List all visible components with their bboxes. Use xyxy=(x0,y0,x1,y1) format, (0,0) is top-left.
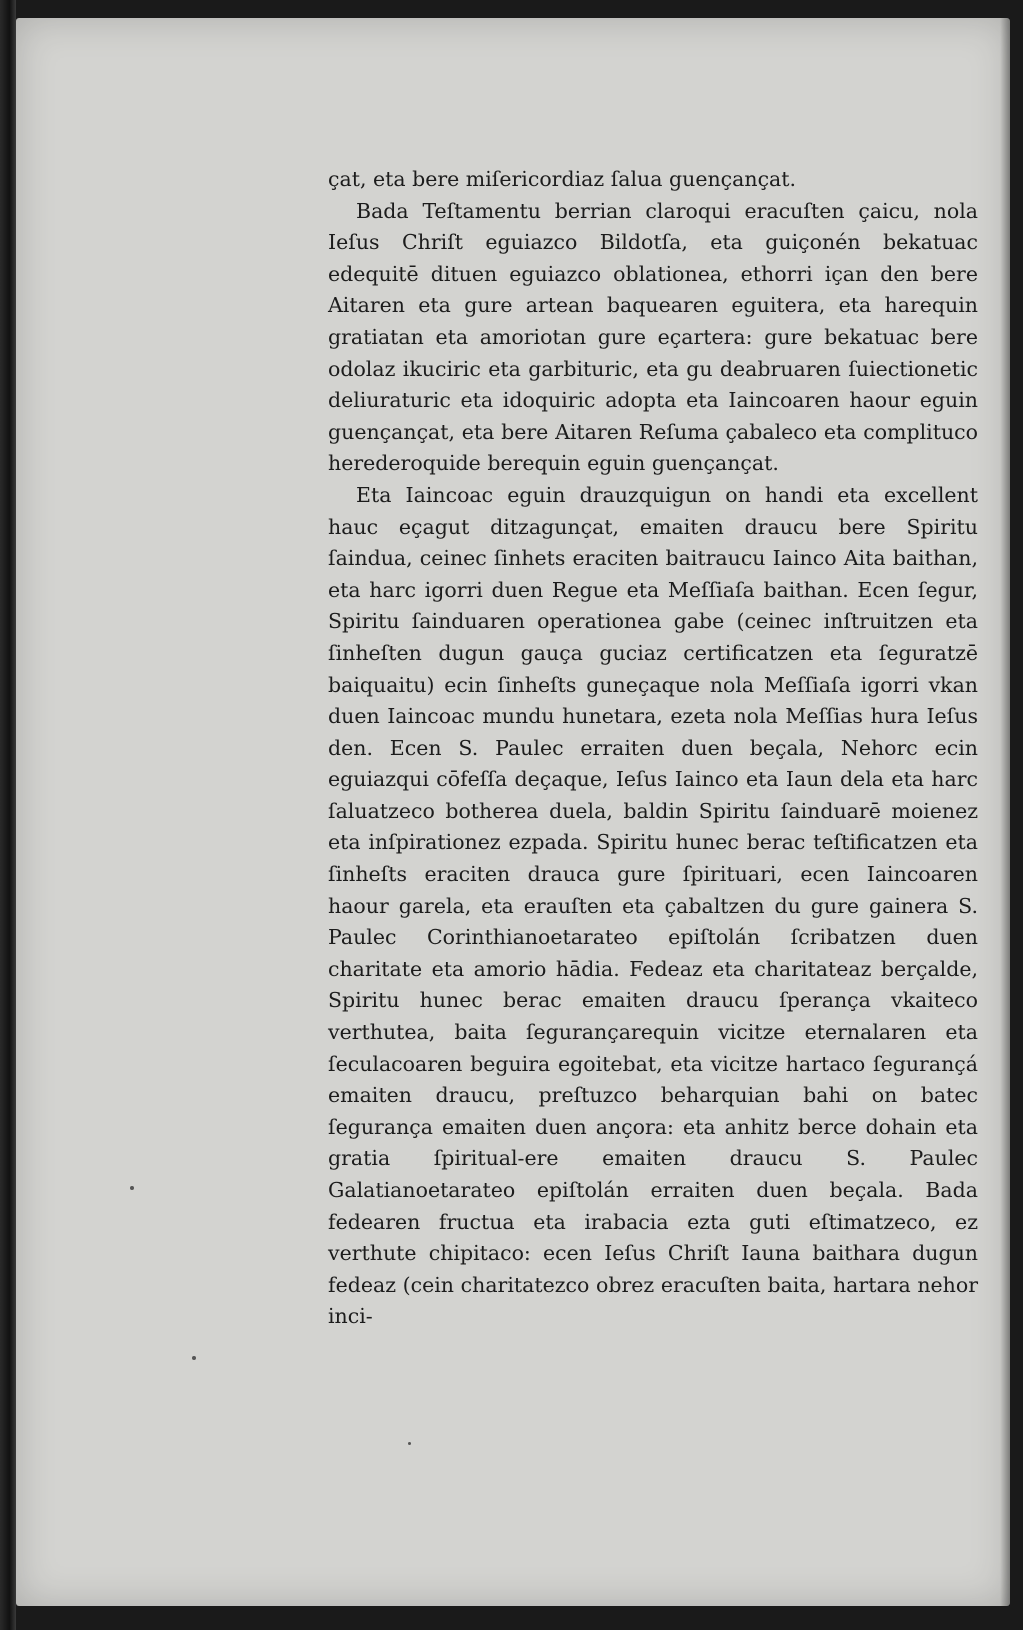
paragraph-3: Eta Iaincoac eguin drauzquigun on handi eta excellent hauc eçagut ditzagunçat, emaiten draucu bere Spiritu ſaindua, ceinec ſinhets eraciten baitraucu Iainco Aita baithan, eta harc igorri duen Regue eta Meſſiaſa baithan. Ecen ſegur, Spiritu ſainduaren operationea gabe (ceinec inſtruitzen eta ſinheſten dugun gauça guciaz certificatzen eta ſeguratzē baiquaitu) ecin ſinheſts guneçaque nola Meſſiaſa igorri vkan duen Iaincoac mundu hunetara, ezeta nola Meſſias hura Ieſus den. Ecen S. Paulec erraiten duen beçala, Nehorc ecin eguiazqui cōfeſſa deçaque, Ieſus Iainco eta Iaun dela eta harc ſaluatzeco botherea duela, baldin Spiritu ſainduarē moienez eta inſpirationez ezpada. Spiritu hunec berac teſtificatzen eta ſinheſts eraciten drauca gure ſpirituari, ecen Iaincoaren haour garela, eta erauſten eta çabaltzen du gure gainera S. Paulec Corinthianoetarateo epiſtolán ſcribatzen duen charitate eta amorio hādia. Fedeaz eta charitateaz berçalde, Spiritu hunec berac emaiten draucu ſperança vkaiteco verthutea, baita ſegurançarequin vicitze eternalaren eta ſeculacoaren beguira egoitebat, eta vicitze hartaco ſegurançá emaiten draucu, preſtuzco beharquian bahi on batec ſegurança emaiten duen ançora: eta anhitz berce dohain eta gratia ſpiritual-ere emaiten draucu S. Paulec Galatianoetarateo epiſtolán erraiten duen beçala. Bada fedearen fructua eta irabacia ezta guti eſtimatzeco, ez verthute chipitaco: ecen Ieſus Chriſt Iauna baithara dugun fedeaz (cein charitatezco obrez eracuſten baita, hartara nehor inci- xyxy=(328,482,978,1329)
paragraph-2: Bada Teſtamentu berrian claroqui eracuſten çaicu, nola Ieſus Chriſt eguiazco Bildotſa, eta guiçonén bekatuac edequitē dituen eguiazco oblationea, ethorri içan den bere Aitaren eta gure artean baquearen eguitera, eta harequin gratiatan eta amoriotan gure eçartera: gure bekatuac bere odolaz ikuciric eta garbituric, eta gu deabruaren ſuiectionetic deliuraturic eta idoquiric adopta eta Iaincoaren haour eguin guençançat, eta bere Aitaren Reſuma çabaleco eta complituco herederoquide berequin eguin guençançat. xyxy=(328,198,978,476)
binding-edge xyxy=(0,0,16,1630)
ink-speck xyxy=(130,1186,134,1190)
ink-speck xyxy=(408,1442,411,1445)
paragraph-1: çat, eta bere miſericordiaz ſalua guençançat. xyxy=(328,167,797,191)
ink-speck xyxy=(192,1356,196,1360)
body-text xyxy=(328,164,978,1333)
book-page xyxy=(16,18,1010,1606)
